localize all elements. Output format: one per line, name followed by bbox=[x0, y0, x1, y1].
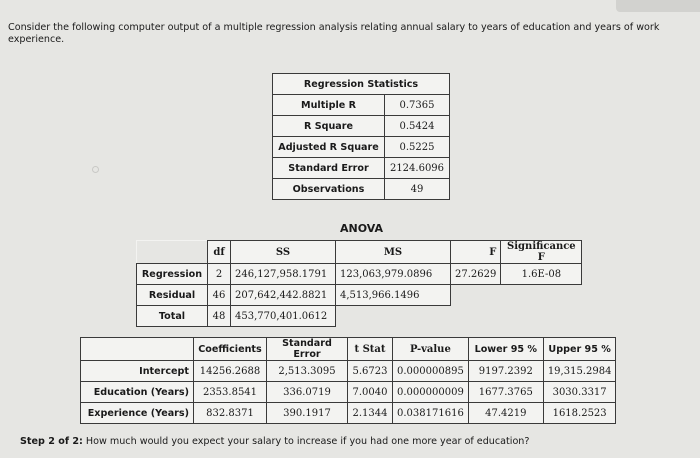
step-question bbox=[20, 436, 529, 447]
table-row: Standard Error 2124.6096 bbox=[273, 158, 450, 179]
table-row: Residual 46 207,642,442.8821 4,513,966.1496 bbox=[137, 285, 582, 306]
question-text: How much would you expect your salary to increase if you had one more year of education? bbox=[85, 436, 530, 447]
table-row: Intercept 14256.2688 2,513.3095 5.6723 0.000000895 9197.2392 19,315.2984 bbox=[81, 361, 616, 382]
table-header-row: df SS MS F Significance F bbox=[137, 241, 582, 264]
table-row: Experience (Years) 832.8371 390.1917 2.1344 0.038171616 47.4219 1618.2523 bbox=[81, 403, 616, 424]
anova-title: ANOVA bbox=[340, 222, 384, 235]
table-row: Total 48 453,770,401.0612 bbox=[137, 306, 582, 327]
table-row: Regression 2 246,127,958.1791 123,063,979.0896 27.2629 1.6E-08 bbox=[137, 264, 582, 285]
table-row: Multiple R 0.7365 bbox=[273, 95, 450, 116]
table-row: Education (Years) 2353.8541 336.0719 7.0040 0.000000009 1677.3765 3030.3317 bbox=[81, 382, 616, 403]
table-header-row: Coefficients Standard Error t Stat P-value Lower 95 % Upper 95 % bbox=[81, 338, 616, 361]
coefficients-table bbox=[80, 337, 616, 424]
table-row: Adjusted R Square 0.5225 bbox=[273, 137, 450, 158]
table-row: R Square 0.5424 bbox=[273, 116, 450, 137]
anova-table bbox=[136, 240, 582, 327]
top-right-strip bbox=[616, 0, 700, 12]
regression-statistics-table bbox=[272, 73, 450, 200]
cursor-mark bbox=[92, 166, 99, 173]
step-label: Step 2 of 2: bbox=[20, 436, 83, 447]
problem-statement: Consider the following computer output of a multiple regression analysis relating annual salary to years of education and years of work experience. bbox=[8, 22, 660, 45]
table-row: Observations 49 bbox=[273, 179, 450, 200]
regression-statistics-title: Regression Statistics bbox=[273, 74, 450, 95]
